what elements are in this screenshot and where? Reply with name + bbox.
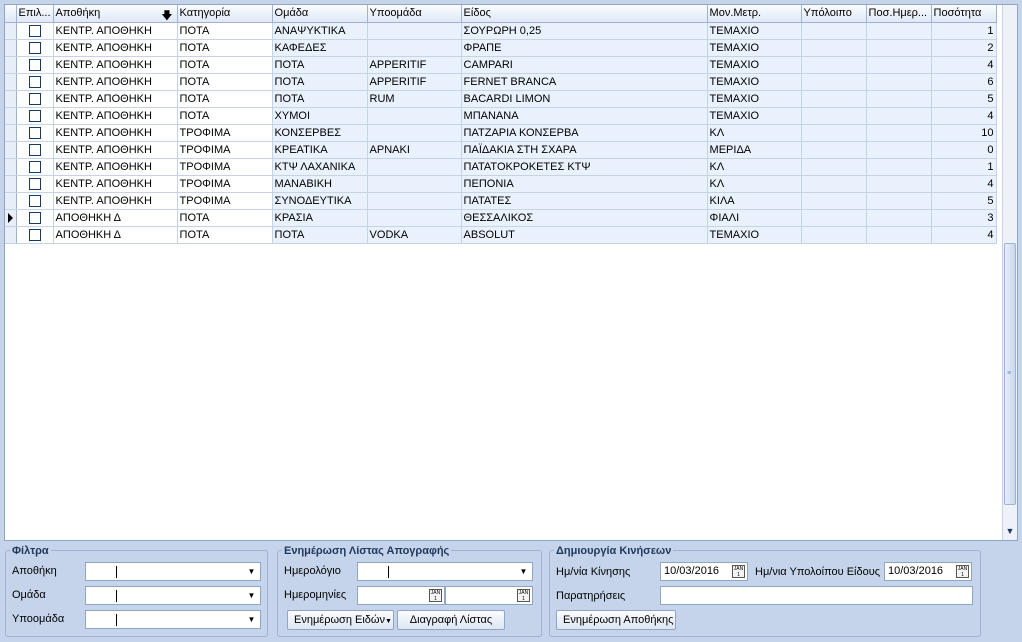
cell-category[interactable]: ΠΟΤΑ <box>177 73 272 90</box>
date-from-field[interactable] <box>357 586 445 605</box>
row-select-checkbox[interactable] <box>29 178 41 190</box>
row-indicator[interactable] <box>5 124 16 141</box>
cell-store[interactable]: ΚΕΝΤΡ. ΑΠΟΘΗΚΗ <box>53 22 177 39</box>
col-header-subgroup[interactable]: Υποομάδα <box>367 5 461 22</box>
cell-unit[interactable]: ΤΕΜΑΧΙΟ <box>707 107 801 124</box>
row-indicator[interactable] <box>5 90 16 107</box>
movements-title: Δημιουργία Κινήσεων <box>556 545 672 557</box>
cell-category[interactable]: ΠΟΤΑ <box>177 90 272 107</box>
table-row[interactable] <box>5 158 996 175</box>
cell-group[interactable]: ΣΥΝΟΔΕΥΤΙΚΑ <box>272 192 367 209</box>
calendar-icon[interactable]: JAN 1 <box>518 590 529 602</box>
cell-select <box>16 175 53 192</box>
cell-store[interactable]: ΑΠΟΘΗΚΗ Δ <box>53 226 177 243</box>
cell-category[interactable]: ΤΡΟΦΙΜΑ <box>177 192 272 209</box>
cell-qty-date[interactable] <box>866 39 931 56</box>
cell-quantity[interactable]: 10 <box>931 124 996 141</box>
col-header-balance[interactable]: Υπόλοιπο <box>801 5 866 22</box>
cell-select <box>16 90 53 107</box>
cell-group[interactable]: ΚΟΝΣΕΡΒΕΣ <box>272 124 367 141</box>
text-caret <box>388 566 389 578</box>
col-header-group[interactable]: Ομάδα <box>272 5 367 22</box>
col-header-unit[interactable]: Μον.Μετρ. <box>707 5 801 22</box>
cell-item[interactable]: ΦΡΑΠΕ <box>461 39 707 56</box>
text-caret <box>116 566 117 578</box>
row-select-checkbox[interactable] <box>29 110 41 122</box>
text-caret <box>116 590 117 602</box>
cell-qty-date[interactable] <box>866 107 931 124</box>
cell-qty-date[interactable] <box>866 175 931 192</box>
row-indicator[interactable] <box>5 226 16 243</box>
col-header-store[interactable] <box>53 5 177 22</box>
cell-balance[interactable] <box>801 73 866 90</box>
cell-quantity[interactable]: 0 <box>931 141 996 158</box>
cell-quantity[interactable]: 6 <box>931 73 996 90</box>
scroll-thumb[interactable] <box>1004 243 1016 505</box>
cell-group[interactable]: ΠΟΤΑ <box>272 90 367 107</box>
table-row[interactable] <box>5 22 996 39</box>
cell-item[interactable]: ΠΕΠΟΝΙΑ <box>461 175 707 192</box>
table-row[interactable] <box>5 192 996 209</box>
update-list-title: Ενημέρωση Λίστας Απογραφής <box>284 545 450 557</box>
cell-balance[interactable] <box>801 141 866 158</box>
filters-title: Φίλτρα <box>12 545 49 557</box>
cell-group[interactable]: ΚΡΑΣΙΑ <box>272 209 367 226</box>
dropdown-arrow-icon: ▼ <box>385 618 392 625</box>
cell-balance[interactable] <box>801 107 866 124</box>
cell-balance[interactable] <box>801 39 866 56</box>
cell-select <box>16 226 53 243</box>
col-header-qty-date[interactable]: Ποσ.Ημερ... <box>866 5 931 22</box>
row-indicator[interactable] <box>5 22 16 39</box>
cell-qty-date[interactable] <box>866 226 931 243</box>
cell-category[interactable]: ΠΟΤΑ <box>177 22 272 39</box>
cell-subgroup[interactable] <box>367 158 461 175</box>
dates-label: Ημερομηνίες <box>284 589 347 601</box>
cell-subgroup[interactable]: VODKA <box>367 226 461 243</box>
group-filter-label: Ομάδα <box>12 589 46 601</box>
cell-quantity[interactable]: 1 <box>931 22 996 39</box>
cell-category[interactable]: ΠΟΤΑ <box>177 226 272 243</box>
cell-store[interactable]: ΚΕΝΤΡ. ΑΠΟΘΗΚΗ <box>53 192 177 209</box>
notes-field[interactable] <box>660 586 973 605</box>
calendar-combo[interactable] <box>357 562 533 581</box>
cell-balance[interactable] <box>801 90 866 107</box>
cell-group[interactable]: ΠΟΤΑ <box>272 56 367 73</box>
row-indicator[interactable] <box>5 192 16 209</box>
cell-select <box>16 73 53 90</box>
row-select-checkbox[interactable] <box>29 195 41 207</box>
cell-subgroup[interactable]: ΑΡΝΑΚΙ <box>367 141 461 158</box>
cell-group[interactable]: ΜΑΝΑΒΙΚΗ <box>272 175 367 192</box>
cell-group[interactable]: ΠΟΤΑ <box>272 226 367 243</box>
cell-quantity[interactable]: 4 <box>931 175 996 192</box>
cell-store[interactable]: ΚΕΝΤΡ. ΑΠΟΘΗΚΗ <box>53 107 177 124</box>
cell-subgroup[interactable]: RUM <box>367 90 461 107</box>
notes-label: Παρατηρήσεις <box>556 590 626 602</box>
subgroup-filter-combo[interactable] <box>85 610 261 629</box>
inventory-grid[interactable] <box>4 4 1018 541</box>
inventory-table <box>5 5 997 244</box>
cell-quantity[interactable]: 1 <box>931 158 996 175</box>
cell-unit[interactable]: ΤΕΜΑΧΙΟ <box>707 73 801 90</box>
cell-qty-date[interactable] <box>866 73 931 90</box>
grid-body <box>5 22 996 243</box>
cell-category[interactable]: ΤΡΟΦΙΜΑ <box>177 141 272 158</box>
row-indicator[interactable] <box>5 107 16 124</box>
cell-unit[interactable]: ΦΙΑΛΙ <box>707 209 801 226</box>
cell-subgroup[interactable] <box>367 192 461 209</box>
cell-category[interactable]: ΤΡΟΦΙΜΑ <box>177 124 272 141</box>
row-indicator[interactable] <box>5 56 16 73</box>
cell-category[interactable]: ΤΡΟΦΙΜΑ <box>177 175 272 192</box>
subgroup-filter-label: Υποομάδα <box>12 613 65 625</box>
cell-qty-date[interactable] <box>866 56 931 73</box>
cell-store[interactable]: ΑΠΟΘΗΚΗ Δ <box>53 209 177 226</box>
cell-qty-date[interactable] <box>866 209 931 226</box>
calendar-icon[interactable]: JAN 1 <box>957 566 968 578</box>
table-row[interactable] <box>5 73 996 90</box>
move-date-label: Ημ/νία Κίνησης <box>556 566 631 578</box>
cell-unit[interactable]: ΚΛ <box>707 124 801 141</box>
row-indicator[interactable] <box>5 39 16 56</box>
cell-balance[interactable] <box>801 22 866 39</box>
table-row[interactable] <box>5 141 996 158</box>
cell-subgroup[interactable] <box>367 209 461 226</box>
chevron-down-icon[interactable]: ▼ <box>247 567 256 576</box>
movements-group <box>549 545 981 637</box>
cell-quantity[interactable]: 2 <box>931 39 996 56</box>
cell-select <box>16 209 53 226</box>
scroll-grip-icon: ≡ <box>1007 370 1012 377</box>
cell-unit[interactable]: ΚΛ <box>707 158 801 175</box>
cell-subgroup[interactable] <box>367 107 461 124</box>
cell-category[interactable]: ΠΟΤΑ <box>177 209 272 226</box>
calendar-icon[interactable]: JAN 1 <box>733 566 744 578</box>
cell-balance[interactable] <box>801 209 866 226</box>
cell-qty-date[interactable] <box>866 158 931 175</box>
cell-store[interactable]: ΚΕΝΤΡ. ΑΠΟΘΗΚΗ <box>53 175 177 192</box>
cell-select <box>16 124 53 141</box>
cell-category[interactable]: ΤΡΟΦΙΜΑ <box>177 158 272 175</box>
table-row[interactable] <box>5 90 996 107</box>
cell-qty-date[interactable] <box>866 141 931 158</box>
row-select-checkbox[interactable] <box>29 144 41 156</box>
table-row[interactable] <box>5 39 996 56</box>
cell-select <box>16 56 53 73</box>
cell-select <box>16 158 53 175</box>
cell-balance[interactable] <box>801 124 866 141</box>
cell-item[interactable]: CAMPARI <box>461 56 707 73</box>
cell-group[interactable]: ΧΥΜΟΙ <box>272 107 367 124</box>
header-row <box>5 5 996 22</box>
row-select-checkbox[interactable] <box>29 93 41 105</box>
sort-down-arrow-icon: 🡇 <box>161 10 173 22</box>
vertical-scrollbar[interactable] <box>1002 5 1017 540</box>
cell-group[interactable]: ΠΟΤΑ <box>272 73 367 90</box>
store-filter-label: Αποθήκη <box>12 565 57 577</box>
cell-store[interactable]: ΚΕΝΤΡ. ΑΠΟΘΗΚΗ <box>53 73 177 90</box>
row-select-checkbox[interactable] <box>29 212 41 224</box>
cell-qty-date[interactable] <box>866 124 931 141</box>
row-indicator[interactable] <box>5 158 16 175</box>
row-select-checkbox[interactable] <box>29 127 41 139</box>
cell-balance[interactable] <box>801 192 866 209</box>
cell-unit[interactable]: ΤΕΜΑΧΙΟ <box>707 226 801 243</box>
cell-subgroup[interactable] <box>367 22 461 39</box>
cell-group[interactable]: ΚΤΨ ΛΑΧΑΝΙΚΑ <box>272 158 367 175</box>
cell-unit[interactable]: ΚΙΛΑ <box>707 192 801 209</box>
cell-item[interactable]: ΠΑΪΔΑΚΙΑ ΣΤΗ ΣΧΑΡΑ <box>461 141 707 158</box>
row-select-checkbox[interactable] <box>29 229 41 241</box>
row-select-checkbox[interactable] <box>29 59 41 71</box>
cell-group[interactable]: ΚΑΦΕΔΕΣ <box>272 39 367 56</box>
cell-qty-date[interactable] <box>866 22 931 39</box>
row-select-checkbox[interactable] <box>29 76 41 88</box>
row-select-checkbox[interactable] <box>29 42 41 54</box>
header-indicator <box>5 5 16 22</box>
cell-category[interactable]: ΠΟΤΑ <box>177 56 272 73</box>
balance-date-label: Ημ/νια Υπολοίπου Είδους <box>755 566 881 578</box>
cell-unit[interactable]: ΤΕΜΑΧΙΟ <box>707 39 801 56</box>
text-caret <box>116 614 117 626</box>
cell-quantity[interactable]: 5 <box>931 192 996 209</box>
chevron-down-icon[interactable]: ▼ <box>247 615 256 624</box>
row-indicator[interactable] <box>5 209 16 226</box>
update-items-label: Ενημέρωση Ειδών <box>294 614 385 626</box>
date-to-field[interactable] <box>445 586 533 605</box>
table-row[interactable] <box>5 56 996 73</box>
balance-date-field[interactable] <box>884 562 972 581</box>
row-select-checkbox[interactable] <box>29 25 41 37</box>
group-filter-combo[interactable] <box>85 586 261 605</box>
cell-item[interactable]: FERNET BRANCA <box>461 73 707 90</box>
cell-item[interactable]: ΠΑΤΖΑΡΙΑ ΚΟΝΣΕΡΒΑ <box>461 124 707 141</box>
table-row[interactable] <box>5 209 996 226</box>
col-header-select[interactable]: Επιλ... <box>16 5 53 22</box>
row-indicator[interactable] <box>5 175 16 192</box>
cell-store[interactable]: ΚΕΝΤΡ. ΑΠΟΘΗΚΗ <box>53 158 177 175</box>
store-filter-combo[interactable] <box>85 562 261 581</box>
cell-item[interactable]: ΜΠΑΝΑΝΑ <box>461 107 707 124</box>
move-date-value: 10/03/2016 <box>664 565 720 577</box>
cell-select <box>16 22 53 39</box>
cell-item[interactable]: ABSOLUT <box>461 226 707 243</box>
cell-unit[interactable]: ΤΕΜΑΧΙΟ <box>707 22 801 39</box>
chevron-down-icon[interactable]: ▼ <box>247 591 256 600</box>
row-select-checkbox[interactable] <box>29 161 41 173</box>
cell-qty-date[interactable] <box>866 192 931 209</box>
cell-unit[interactable]: ΜΕΡΙΔΑ <box>707 141 801 158</box>
row-indicator[interactable] <box>5 73 16 90</box>
cell-store[interactable]: ΚΕΝΤΡ. ΑΠΟΘΗΚΗ <box>53 90 177 107</box>
cell-qty-date[interactable] <box>866 90 931 107</box>
cell-balance[interactable] <box>801 226 866 243</box>
cell-unit[interactable]: ΤΕΜΑΧΙΟ <box>707 90 801 107</box>
cell-subgroup[interactable] <box>367 39 461 56</box>
cell-store[interactable]: ΚΕΝΤΡ. ΑΠΟΘΗΚΗ <box>53 39 177 56</box>
cell-item[interactable]: BACARDI LIMON <box>461 90 707 107</box>
cell-item[interactable]: ΠΑΤΑΤΟΚΡΟΚΕΤΕΣ ΚΤΨ <box>461 158 707 175</box>
table-row[interactable] <box>5 124 996 141</box>
cell-subgroup[interactable]: APPERITIF <box>367 73 461 90</box>
row-indicator[interactable] <box>5 141 16 158</box>
cell-item[interactable]: ΣΟΥΡΩΡΗ 0,25 <box>461 22 707 39</box>
cell-subgroup[interactable] <box>367 175 461 192</box>
col-header-quantity[interactable]: Ποσότητα <box>931 5 996 22</box>
cell-group[interactable]: ΑΝΑΨΥΚΤΙΚΑ <box>272 22 367 39</box>
cell-store[interactable]: ΚΕΝΤΡ. ΑΠΟΘΗΚΗ <box>53 56 177 73</box>
update-items-button[interactable] <box>287 610 394 630</box>
scroll-down-icon[interactable]: ▼ <box>1005 526 1015 536</box>
cell-category[interactable]: ΠΟΤΑ <box>177 107 272 124</box>
cell-select <box>16 141 53 158</box>
cell-store[interactable]: ΚΕΝΤΡ. ΑΠΟΘΗΚΗ <box>53 141 177 158</box>
cell-unit[interactable]: ΤΕΜΑΧΙΟ <box>707 56 801 73</box>
cell-quantity[interactable]: 4 <box>931 56 996 73</box>
cell-subgroup[interactable] <box>367 124 461 141</box>
update-store-button[interactable]: Ενημέρωση Αποθήκης <box>556 610 676 630</box>
cell-unit[interactable]: ΚΛ <box>707 175 801 192</box>
filters-group <box>5 545 268 637</box>
cell-quantity[interactable]: 3 <box>931 209 996 226</box>
chevron-down-icon[interactable]: ▼ <box>519 567 528 576</box>
cell-quantity[interactable]: 4 <box>931 226 996 243</box>
cell-item[interactable]: ΘΕΣΣΑΛΙΚΟΣ <box>461 209 707 226</box>
cell-balance[interactable] <box>801 158 866 175</box>
cell-balance[interactable] <box>801 175 866 192</box>
balance-date-value: 10/03/2016 <box>888 565 944 577</box>
move-date-field[interactable] <box>660 562 748 581</box>
cell-select <box>16 39 53 56</box>
cell-item[interactable]: ΠΑΤΑΤΕΣ <box>461 192 707 209</box>
cell-category[interactable]: ΠΟΤΑ <box>177 39 272 56</box>
cell-select <box>16 192 53 209</box>
table-row[interactable] <box>5 226 996 243</box>
table-row[interactable] <box>5 175 996 192</box>
cell-select <box>16 107 53 124</box>
col-header-store-label: Αποθήκη <box>55 7 101 20</box>
calendar-icon[interactable]: JAN 1 <box>430 590 441 602</box>
cell-balance[interactable] <box>801 56 866 73</box>
current-row-pointer-icon <box>8 213 13 223</box>
cell-quantity[interactable]: 5 <box>931 90 996 107</box>
cell-group[interactable]: ΚΡΕΑΤΙΚΑ <box>272 141 367 158</box>
col-header-category[interactable]: Κατηγορία <box>177 5 272 22</box>
calendar-label: Ημερολόγιο <box>284 565 341 577</box>
cell-subgroup[interactable]: APPERITIF <box>367 56 461 73</box>
table-row[interactable] <box>5 107 996 124</box>
col-header-item[interactable]: Είδος <box>461 5 707 22</box>
update-list-group <box>277 545 542 637</box>
cell-quantity[interactable]: 4 <box>931 107 996 124</box>
delete-list-button[interactable]: Διαγραφή Λίστας <box>397 610 505 630</box>
cell-store[interactable]: ΚΕΝΤΡ. ΑΠΟΘΗΚΗ <box>53 124 177 141</box>
